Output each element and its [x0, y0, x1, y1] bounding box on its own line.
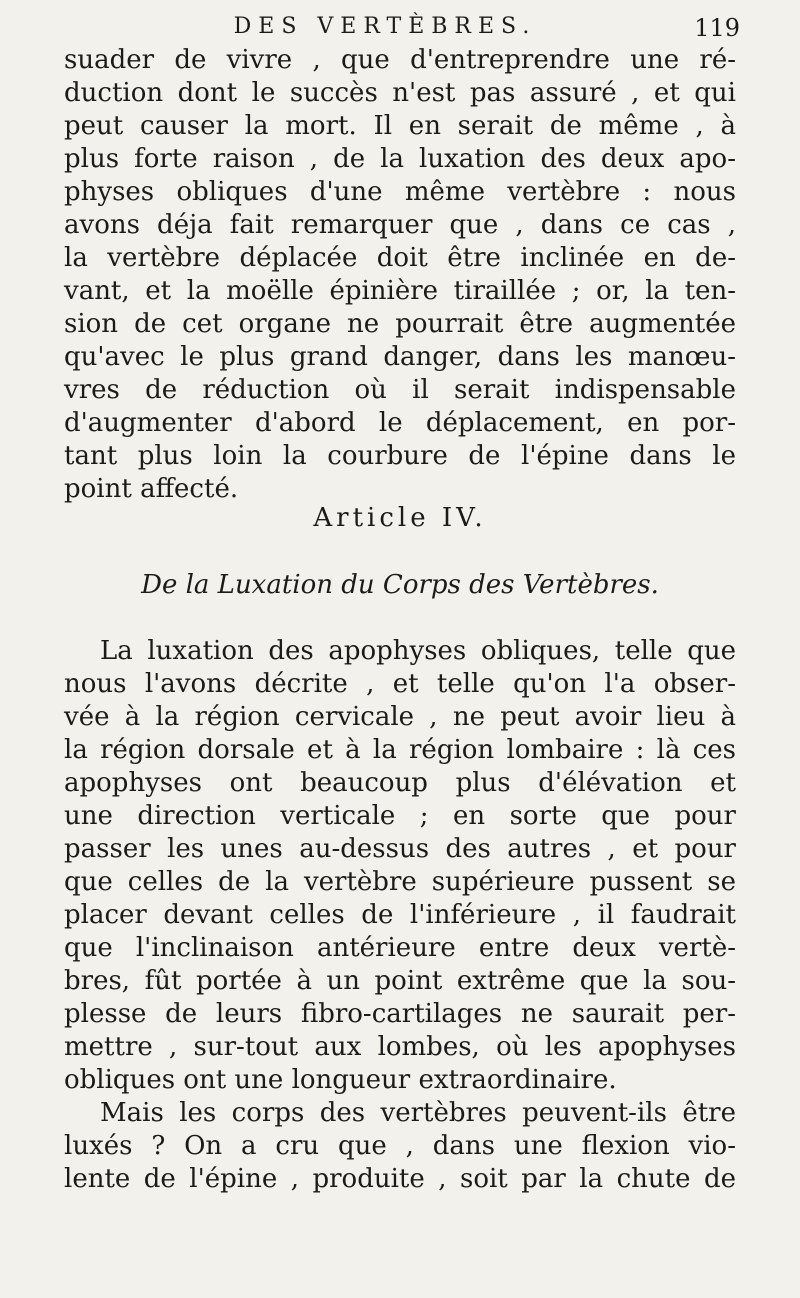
text-line: luxés ? On a cru que , dans une flexion vio-	[64, 1131, 736, 1161]
text-line: physes obliques d'une même vertèbre : nous	[64, 177, 736, 207]
text-line: Mais les corps des vertèbres peuvent-ils être	[100, 1098, 736, 1128]
text-line: apophyses ont beaucoup plus d'élévation et	[64, 768, 736, 798]
text-line: nous l'avons décrite , et telle qu'on l'a obser-	[64, 669, 736, 699]
text-line: la région dorsale et à la région lombaire : là ces	[64, 735, 736, 765]
page-number: 119	[694, 14, 740, 42]
paragraph-2	[64, 635, 736, 1097]
text-line: vée à la région cervicale , ne peut avoir lieu à	[64, 702, 736, 732]
text-line: duction dont le succès n'est pas assuré , et qui	[64, 78, 736, 108]
paragraph-3	[64, 1097, 736, 1196]
text-line: que l'inclinaison antérieure entre deux vertè-	[64, 933, 736, 963]
article-title: De la Luxation du Corps des Vertèbres.	[141, 570, 659, 600]
text-line: plesse de leurs fibro-cartilages ne saurait per-	[64, 999, 736, 1029]
text-line: passer les unes au-dessus des autres , et pour	[64, 834, 736, 864]
text-line: bres, fût portée à un point extrême que la sou-	[64, 966, 736, 996]
text-line: une direction verticale ; en sorte que pour	[64, 801, 736, 831]
paragraph-1	[64, 44, 736, 506]
running-head: DES VERTÈBRES.	[233, 14, 537, 39]
text-line: La luxation des apophyses obliques, telle que	[100, 636, 736, 666]
text-line: sion de cet organe ne pourrait être augmentée	[64, 309, 736, 339]
text-line: obliques ont une longueur extraordinaire.	[64, 1065, 617, 1095]
text-line: vant, et la moëlle épinière tiraillée ; or, la ten-	[64, 276, 736, 306]
text-line: tant plus loin la courbure de l'épine dans le	[64, 441, 736, 471]
text-line: lente de l'épine , produite , soit par la chute de	[64, 1164, 736, 1194]
text-line: avons déja fait remarquer que , dans ce cas ,	[64, 210, 736, 240]
text-line: d'augmenter d'abord le déplacement, en por-	[64, 408, 736, 438]
text-line: que celles de la vertèbre supérieure pussent se	[64, 867, 736, 897]
text-line: point affecté.	[64, 474, 239, 504]
text-line: mettre , sur-tout aux lombes, où les apophyses	[64, 1032, 736, 1062]
text-line: placer devant celles de l'inférieure , il faudrait	[64, 900, 736, 930]
article-heading: Article IV.	[313, 503, 487, 533]
text-line: suader de vivre , que d'entreprendre une ré-	[64, 45, 736, 75]
text-line: qu'avec le plus grand danger, dans les manœu-	[64, 342, 736, 372]
text-line: la vertèbre déplacée doit être inclinée en de-	[64, 243, 736, 273]
text-line: plus forte raison , de la luxation des deux apo-	[64, 144, 736, 174]
text-line: peut causer la mort. Il en serait de même , à	[64, 111, 736, 141]
text-line: vres de réduction où il serait indispensable	[64, 375, 736, 405]
